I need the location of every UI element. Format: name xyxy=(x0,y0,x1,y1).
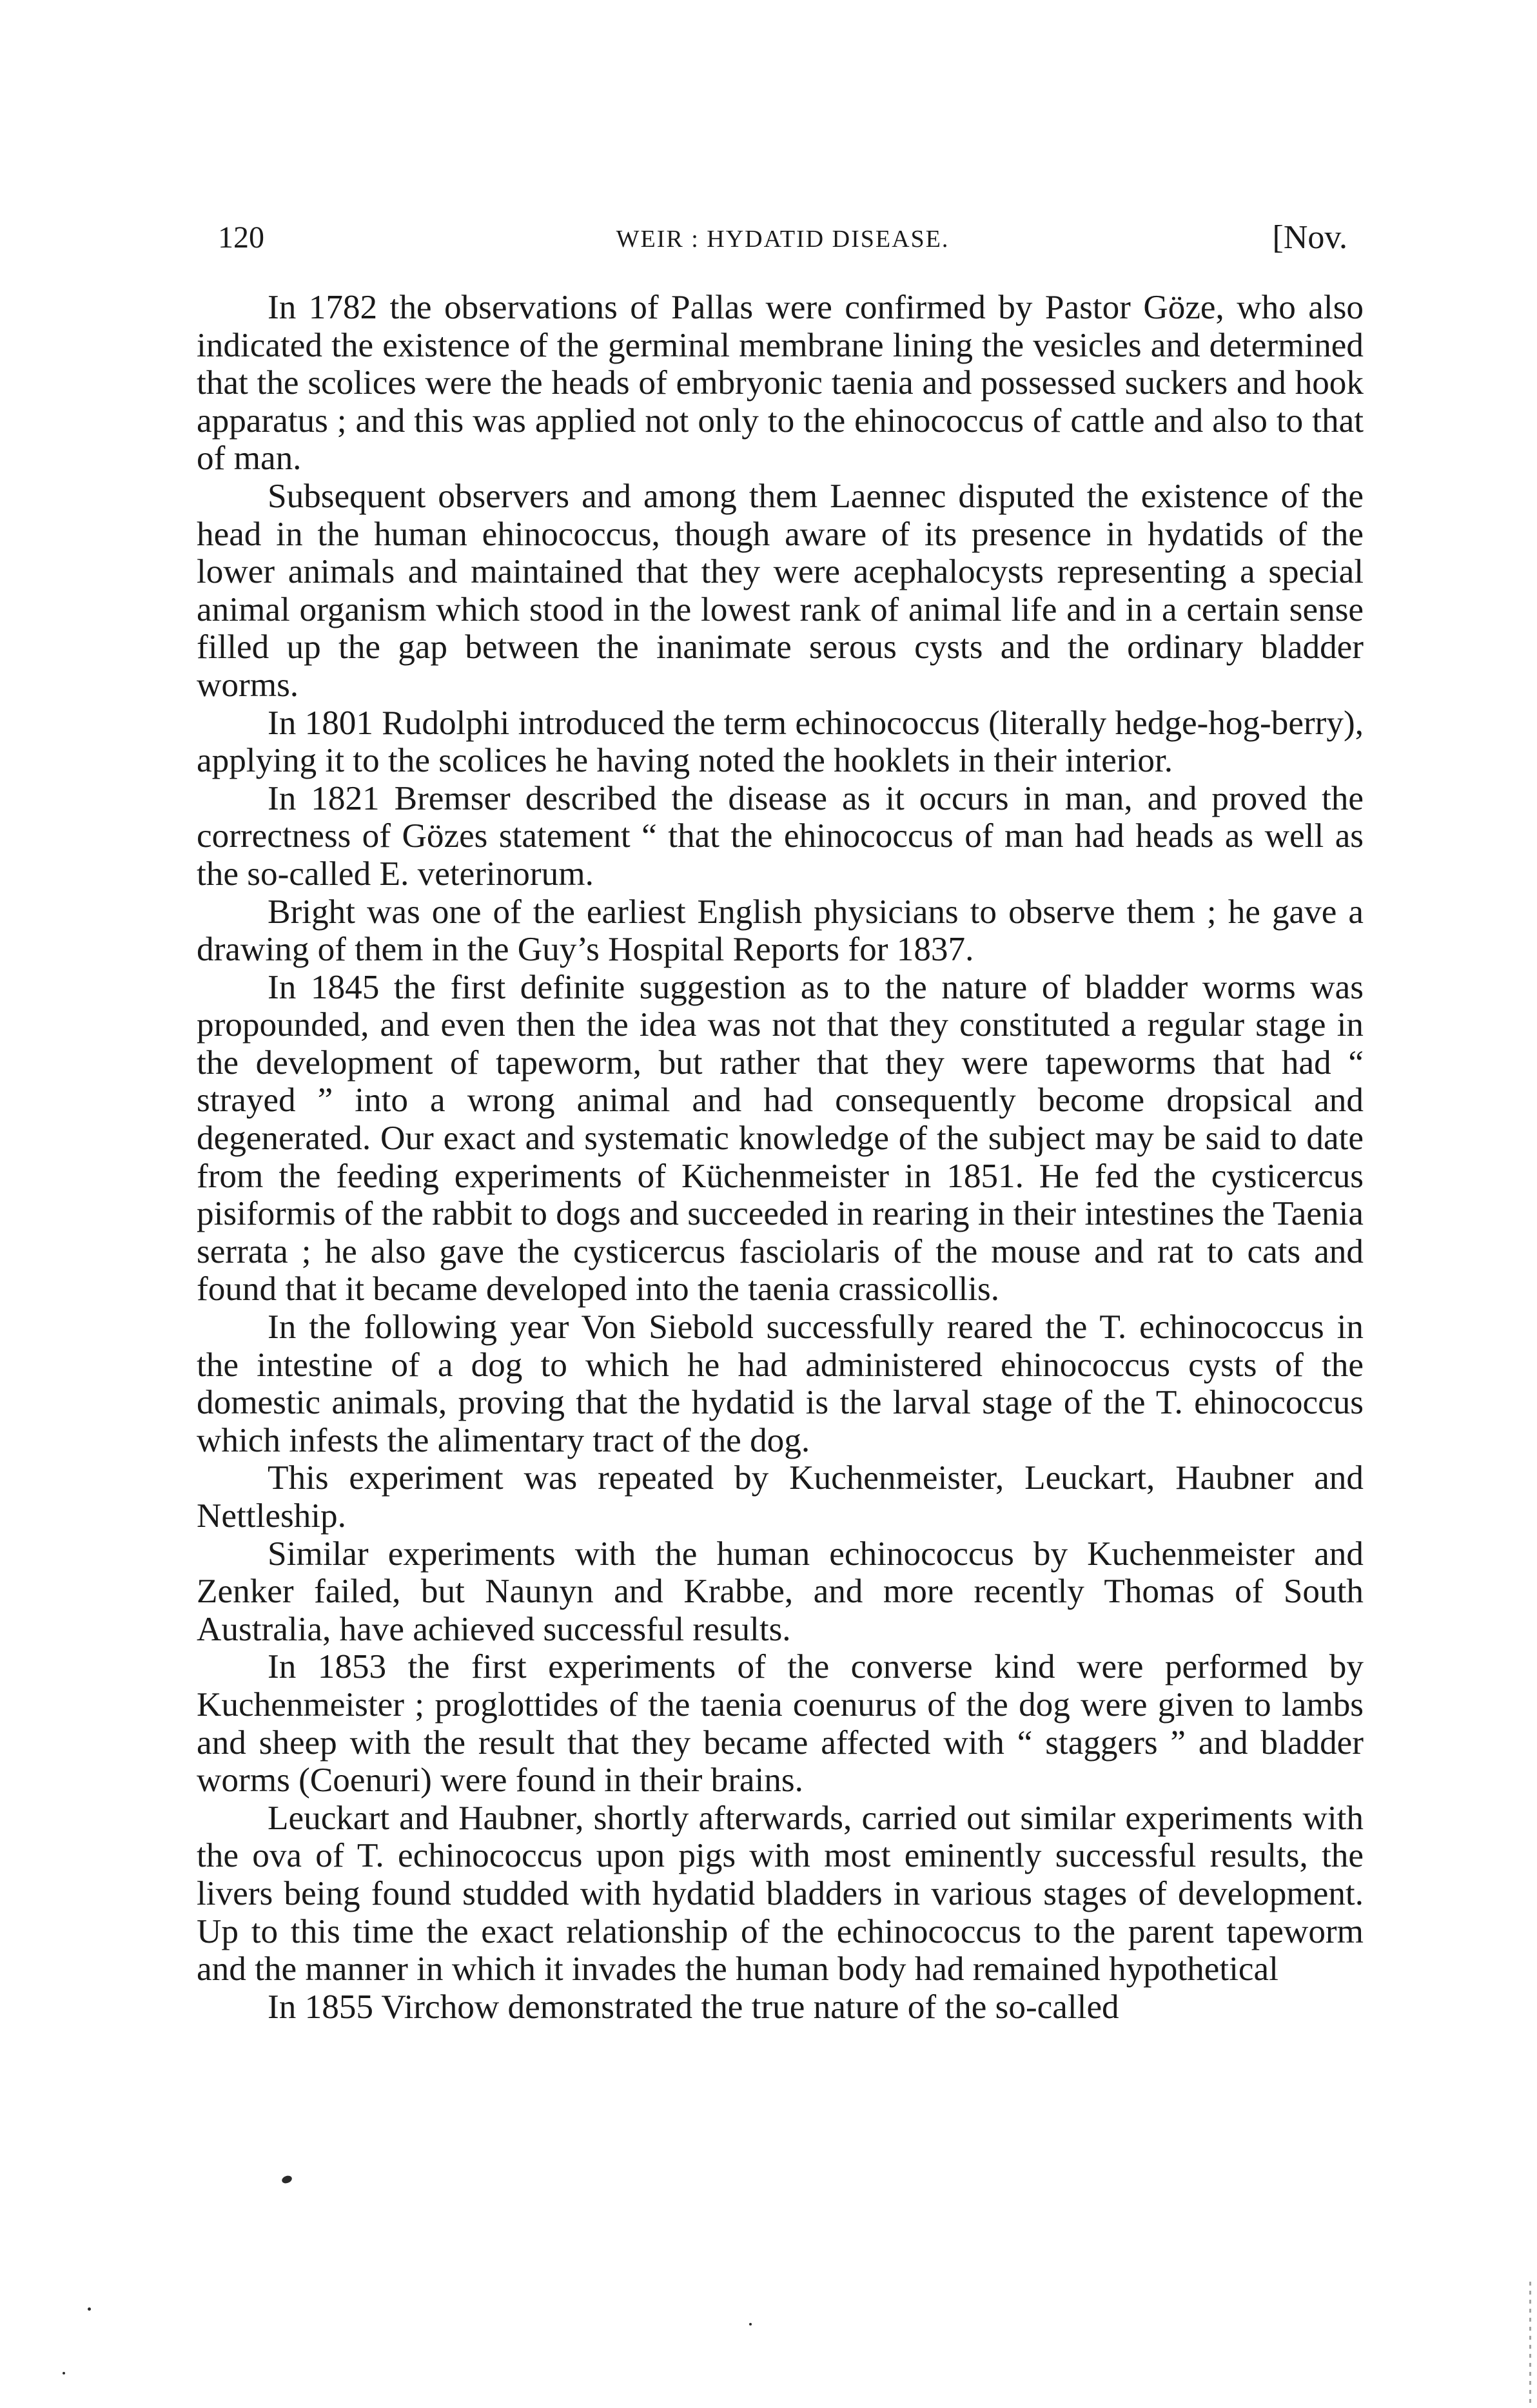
ink-blot xyxy=(281,2175,293,2185)
running-title: WEIR : HYDATID DISEASE. xyxy=(616,226,950,253)
page-edge-shadow xyxy=(1529,2282,1531,2404)
running-header xyxy=(218,216,1347,261)
issue-month: [Nov. xyxy=(1272,219,1347,256)
paragraph-von-siebold: In the following year Von Siebold successfully reared the T. echinococcus in the intestine of a dog to which he had administered ehinococcus cysts of the domestic animals, proving that the hydatid is the larval stage of the T. ehinococcus which infests the alimentary tract of the dog. xyxy=(197,1308,1364,1459)
paragraph-leuckart-haubner: Leuckart and Haubner, shortly afterwards, carried out similar experiments with the ova of T. echinococcus upon pigs with most eminently successful results, the livers being found studded with hydatid bladders in various stages of development. Up to this time the exact relationship of the echinococcus to the parent tapeworm and the manner in which it invades the human body had remained hypothetical xyxy=(197,1798,1364,1988)
paragraph-laennec: Subsequent observers and among them Laennec disputed the existence of the head in the human ehinococcus, though aware of its presence in hydatids of the lower animals and maintained that they were acephalocysts representing a special animal organism which stood in the lowest rank of animal life and in a certain sense filled up the gap between the inanimate serous cysts and the ordinary bladder worms. xyxy=(197,476,1364,704)
ink-speck xyxy=(88,2307,91,2311)
paragraph-1845-kuchenmeister: In 1845 the first definite suggestion as to the nature of bladder worms was propounded, and even then the idea was not that they constituted a regular stage in the development of tapeworm, but rather that they were tapeworms that had “ strayed ” into a wrong animal and had consequently become dropsical and degenerated. Our exact and systematic knowledge of the subject may be said to date from the feeding experiments of Küchenmeister in 1851. He fed the cysticercus pisiformis of the rabbit to dogs and succeeded in rearing in their intestines the Taenia serrata ; he also gave the cysticercus fasciolaris of the mouse and rat to cats and found that it became developed into the taenia crassicollis. xyxy=(197,967,1364,1308)
ink-speck xyxy=(63,2372,65,2374)
paragraph-pallas-goze: In 1782 the observations of Pallas were confirmed by Pastor Göze, who also indicated the existence of the germinal membrane lining the vesicles and determined that the scolices were the heads of embryonic taenia and possessed suckers and hook apparatus ; and this was applied not only to the ehinococcus of cattle and also to that of man. xyxy=(197,288,1364,478)
paragraph-bremser: In 1821 Bremser described the disease as it occurs in man, and proved the correctness of Gözes statement “ that the ehinococcus of man had heads as well as the so-called E. veterinorum. xyxy=(197,779,1364,893)
ink-speck xyxy=(749,2323,752,2325)
paragraph-rudolphi: In 1801 Rudolphi introduced the term echinococcus (literally hedge-hog-berry), applying it to the scolices he having noted the hooklets in their interior. xyxy=(197,703,1364,780)
paragraph-bright: Bright was one of the earliest English physicians to observe them ; he gave a drawing of them in the Guy’s Hospital Reports for 1837. xyxy=(197,892,1364,969)
paragraph-repeated-experiment: This experiment was repeated by Kuchenmeister, Leuckart, Haubner and Nettleship. xyxy=(197,1459,1364,1535)
paragraph-similar-experiments: Similar experiments with the human echinococcus by Kuchenmeister and Zenker failed, but Naunyn and Krabbe, and more recently Thomas of South Australia, have achieved successful results. xyxy=(197,1534,1364,1648)
paragraph-1853-coenurus: In 1853 the first experiments of the converse kind were performed by Kuchenmeister ; proglottides of the taenia coenurus of the dog were given to lambs and sheep with the result that they became affected with “ staggers ” and bladder worms (Coenuri) were found in their brains. xyxy=(197,1647,1364,1800)
paragraph-virchow: In 1855 Virchow demonstrated the true nature of the so-called xyxy=(268,1987,1119,2026)
article-body xyxy=(197,289,1364,2026)
page-number: 120 xyxy=(218,220,264,255)
